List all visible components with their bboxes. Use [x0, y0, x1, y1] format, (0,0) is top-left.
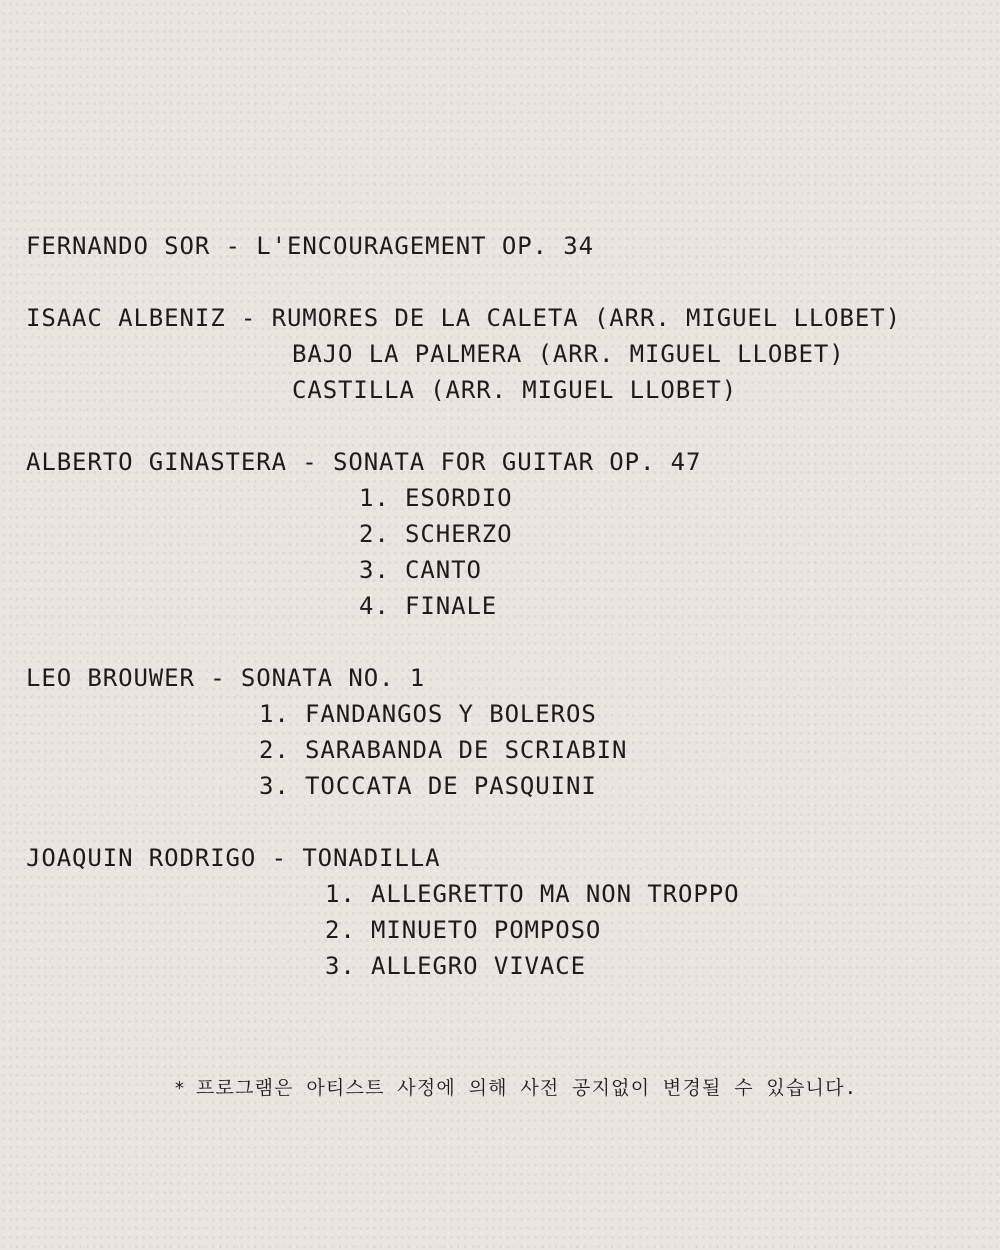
composer-name: ALBERTO GINASTERA	[26, 448, 287, 476]
work-title: RUMORES DE LA CALETA (ARR. MIGUEL LLOBET)	[271, 304, 901, 332]
work-line	[26, 336, 986, 372]
program-entry-albeniz	[26, 300, 986, 336]
program-entry-rodrigo	[26, 840, 986, 876]
movement-title: 1. FANDANGOS Y BOLEROS	[259, 700, 597, 728]
spacer	[26, 408, 986, 444]
movement-line	[26, 480, 986, 516]
movement-title: 4. FINALE	[359, 592, 498, 620]
separator: -	[225, 304, 272, 332]
work-title: CASTILLA (ARR. MIGUEL LLOBET)	[292, 376, 738, 404]
movement-line	[26, 552, 986, 588]
work-title: L'ENCOURAGEMENT OP. 34	[256, 232, 594, 260]
work-title: SONATA NO. 1	[240, 664, 426, 692]
movement-line	[26, 732, 986, 768]
composer-name: FERNANDO SOR	[26, 232, 211, 260]
movement-title: 2. SARABANDA DE SCRIABIN	[259, 736, 628, 764]
separator: -	[194, 664, 241, 692]
movement-title: 3. TOCCATA DE PASQUINI	[259, 772, 597, 800]
program-change-notice	[174, 1072, 974, 1104]
movement-line	[26, 516, 986, 552]
movement-line	[26, 876, 986, 912]
program-entry-ginastera	[26, 444, 986, 480]
separator: -	[286, 448, 333, 476]
movement-line	[26, 696, 986, 732]
composer-name: JOAQUIN RODRIGO	[26, 844, 257, 872]
program-entry-sor	[26, 228, 986, 264]
movement-line	[26, 588, 986, 624]
movement-title: 1. ESORDIO	[359, 484, 513, 512]
separator: -	[210, 232, 257, 260]
work-title: SONATA FOR GUITAR OP. 47	[333, 448, 702, 476]
movement-title: 2. SCHERZO	[359, 520, 513, 548]
work-title: TONADILLA	[302, 844, 441, 872]
concert-program	[26, 228, 986, 984]
movement-title: 1. ALLEGRETTO MA NON TROPPO	[325, 880, 740, 908]
movement-line	[26, 912, 986, 948]
movement-title: 3. CANTO	[359, 556, 482, 584]
spacer	[26, 804, 986, 840]
work-title: BAJO LA PALMERA (ARR. MIGUEL LLOBET)	[292, 340, 845, 368]
notice-text: 프로그램은 아티스트 사정에 의해 사전 공지없이 변경될 수 있습니다.	[196, 1077, 858, 1099]
movement-line	[26, 948, 986, 984]
separator: -	[256, 844, 303, 872]
movement-title: 2. MINUETO POMPOSO	[325, 916, 602, 944]
composer-name: LEO BROUWER	[26, 664, 195, 692]
spacer	[26, 264, 986, 300]
work-line	[26, 372, 986, 408]
spacer	[26, 624, 986, 660]
program-entry-brouwer	[26, 660, 986, 696]
composer-name: ISAAC ALBENIZ	[26, 304, 226, 332]
movement-title: 3. ALLEGRO VIVACE	[325, 952, 586, 980]
asterisk-icon: *	[174, 1078, 187, 1099]
movement-line	[26, 768, 986, 804]
